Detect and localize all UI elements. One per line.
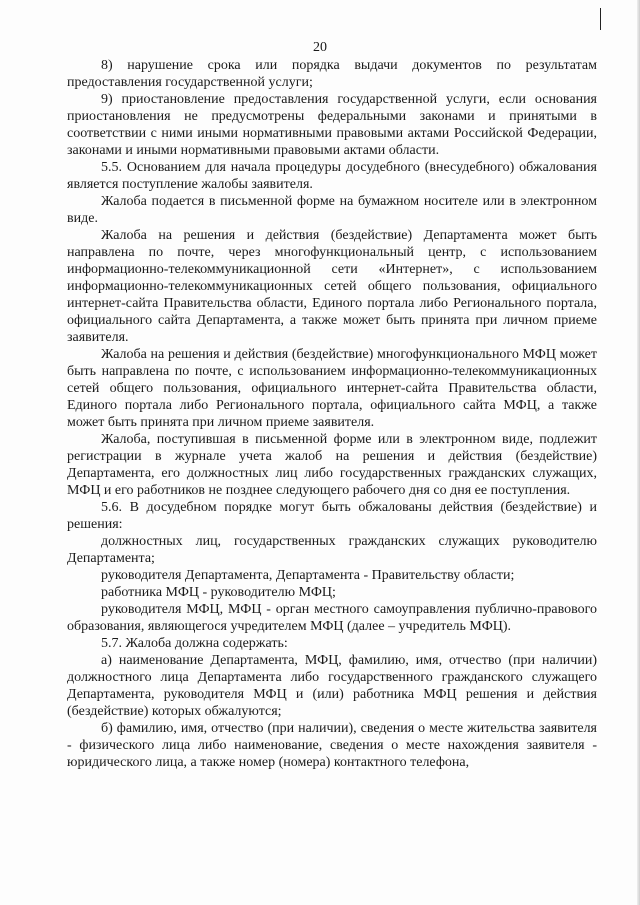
document-body bbox=[67, 57, 597, 771]
paragraph: Жалоба, поступившая в письменной форме или в электронном виде, подлежит регистрации в журнале учета жалоб на решения и действия (бездействие) Департамента, его должностных лиц либо государственных гражданских служащих, МФЦ и его работников не позднее следующего рабочего дня со дня ее поступления. bbox=[67, 432, 597, 498]
paragraph: руководителя МФЦ, МФЦ - орган местного самоуправления публично-правового образования, являющегося учредителем МФЦ (далее – учредитель МФЦ). bbox=[67, 602, 597, 634]
paragraph: должностных лиц, государственных гражданских служащих руководителю Департамента; bbox=[67, 534, 597, 566]
paragraph: 5.5. Основанием для начала процедуры досудебного (внесудебного) обжалования является поступление жалобы заявителя. bbox=[67, 160, 597, 192]
paragraph: руководителя Департамента, Департамента - Правительству области; bbox=[101, 568, 515, 583]
paragraph: Жалоба на решения и действия (бездействие) Департамента может быть направлена по почте, через многофункциональный центр, с использованием информационно-телекоммуникационной сети «Интернет», с использованием информационно-телекоммуникационных сетей общего пользования, официального интернет-сайта Правительства области, Единого портала либо Регионального портала, официального сайта Департамента, а также может быть принята при личном приеме заявителя. bbox=[67, 228, 597, 345]
scan-artifact-line bbox=[600, 8, 601, 30]
paragraph: а) наименование Департамента, МФЦ, фамилию, имя, отчество (при наличии) должностного лица Департамента либо государственного гражданского служащего Департамента, руководителя МФЦ и (или) работника МФЦ решения и действия (бездействие) которых обжалуются; bbox=[67, 653, 597, 719]
paragraph: 5.7. Жалоба должна содержать: bbox=[101, 636, 288, 651]
paragraph: Жалоба на решения и действия (бездействие) многофункционального МФЦ может быть направлена по почте, с использованием информационно-телекоммуникационных сетей общего пользования, официального интернет-сайта Правительства области, Единого портала либо Регионального портала, официального сайта МФЦ, а также может быть принята при личном приеме заявителя. bbox=[67, 347, 597, 430]
paragraph: 8) нарушение срока или порядка выдачи документов по результатам предоставления государственной услуги; bbox=[67, 58, 597, 90]
paragraph: 9) приостановление предоставления государственной услуги, если основания приостановления не предусмотрены федеральными законами и принятыми в соответствии с ними иными нормативными правовыми актами Российской Федерации, законами и иными нормативными правовыми актами области. bbox=[67, 92, 597, 158]
page-number: 20 bbox=[313, 40, 327, 55]
paragraph: Жалоба подается в письменной форме на бумажном носителе или в электронном виде. bbox=[67, 194, 597, 226]
paragraph: б) фамилию, имя, отчество (при наличии), сведения о месте жительства заявителя - физического лица либо наименование, сведения о месте нахождения заявителя - юридического лица, а также номер (номера) контактного телефона, bbox=[67, 721, 597, 770]
paragraph: 5.6. В досудебном порядке могут быть обжалованы действия (бездействие) и решения: bbox=[67, 500, 597, 532]
paragraph: работника МФЦ - руководителю МФЦ; bbox=[101, 585, 336, 600]
